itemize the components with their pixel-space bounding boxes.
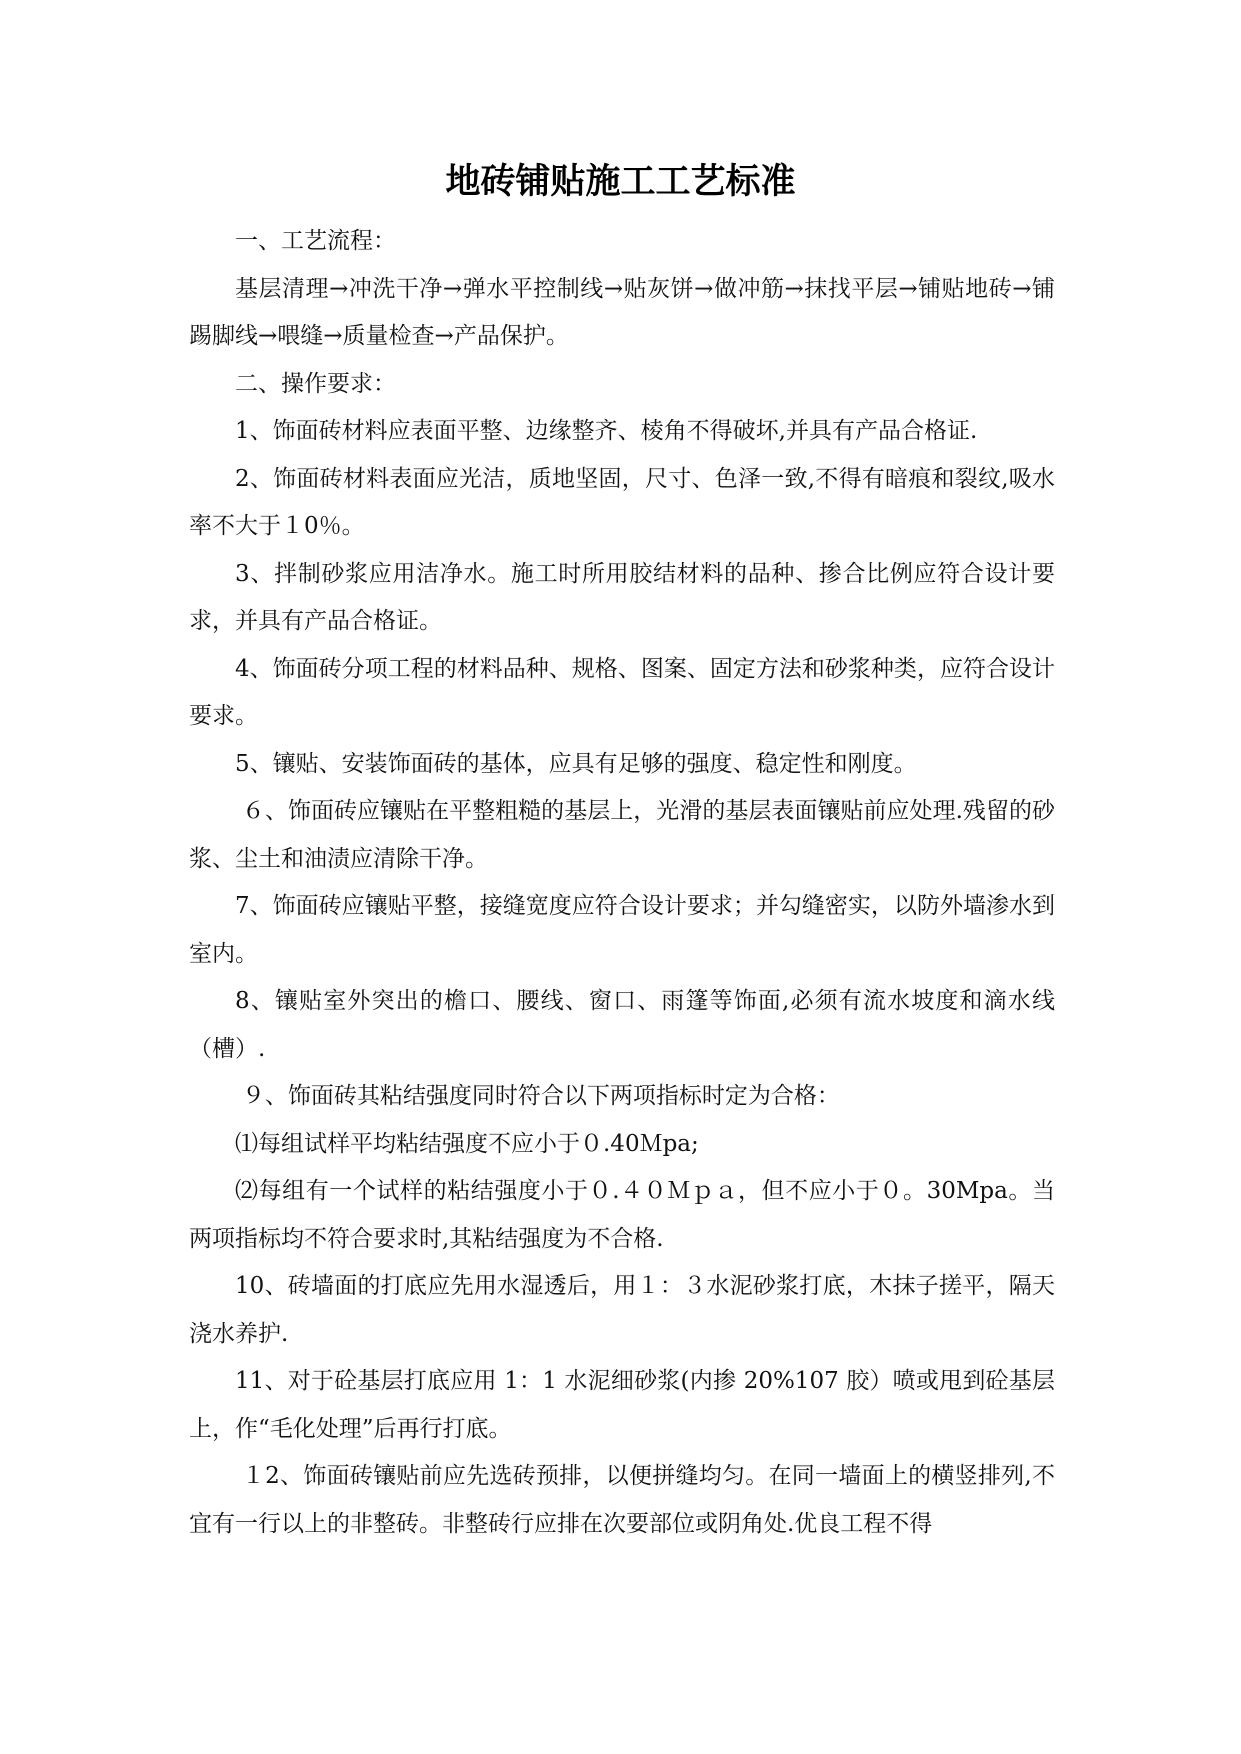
requirement-item-3: 3、拌制砂浆应用洁净水。施工时所用胶结材料的品种、掺合比例应符合设计要求，并具有产品合格证。 bbox=[189, 560, 1055, 634]
requirement-item-11: 11、对于砼基层打底应用 1：1 水泥细砂浆(内掺 20%107 胶）喷或甩到砼基层上，作“毛化处理”后再行打底。 bbox=[189, 1368, 1055, 1442]
requirement-item-2: 2、饰面砖材料表面应光洁，质地坚固，尺寸、色泽一致,不得有暗痕和裂纹,吸水率不大于１0％。 bbox=[189, 465, 1055, 539]
requirement-item-6: ６、饰面砖应镶贴在平整粗糙的基层上，光滑的基层表面镶贴前应处理.残留的砂浆、尘土和油渍应清除干净。 bbox=[189, 798, 1055, 872]
document-body bbox=[189, 218, 1055, 1548]
section-heading-requirements: 二、操作要求： bbox=[235, 370, 396, 397]
requirement-item-4: 4、饰面砖分项工程的材料品种、规格、图案、固定方法和砂浆种类，应符合设计要求。 bbox=[189, 655, 1055, 729]
requirement-item-9-sub-1: ⑴每组试样平均粘结强度不应小于０.40Ｍpa; bbox=[235, 1130, 699, 1157]
document-title: 地砖铺贴施工工艺标准 bbox=[445, 161, 796, 202]
requirement-item-5: 5、镶贴、安装饰面砖的基体，应具有足够的强度、稳定性和刚度。 bbox=[235, 750, 917, 777]
section-heading-process: 一、工艺流程： bbox=[235, 228, 396, 254]
requirement-item-8: 8、镶贴室外突出的檐口、腰线、窗口、雨篷等饰面,必须有流水坡度和滴水线（槽）. bbox=[189, 988, 1055, 1062]
requirement-item-12: １2、饰面砖镶贴前应先选砖预排，以便拼缝均匀。在同一墙面上的横竖排列,不宜有一行以上的非整砖。非整砖行应排在次要部位或阴角处.优良工程不得 bbox=[189, 1463, 1055, 1537]
requirement-item-9-sub-2: ⑵每组有一个试样的粘结强度小于０.４０Ｍｐａ，但不应小于０。30Mpa。当两项指标均不符合要求时,其粘结强度为不合格. bbox=[189, 1178, 1055, 1252]
requirement-item-10: 10、砖墙面的打底应先用水湿透后，用１：３水泥砂浆打底，木抹子搓平，隔天浇水养护. bbox=[189, 1273, 1055, 1347]
requirement-item-9: ９、饰面砖其粘结强度同时符合以下两项指标时定为合格： bbox=[241, 1083, 840, 1109]
requirement-item-1: 1、饰面砖材料应表面平整、边缘整齐、棱角不得破坏,并具有产品合格证. bbox=[235, 418, 978, 444]
requirement-item-7: 7、饰面砖应镶贴平整，接缝宽度应符合设计要求；并勾缝密实，以防外墙渗水到室内。 bbox=[189, 893, 1055, 967]
paragraph-process-flow: 基层清理→冲洗干净→弹水平控制线→贴灰饼→做冲筋→抹找平层→铺贴地砖→铺踢脚线→喂缝→质量检查→产品保护。 bbox=[189, 275, 1055, 349]
